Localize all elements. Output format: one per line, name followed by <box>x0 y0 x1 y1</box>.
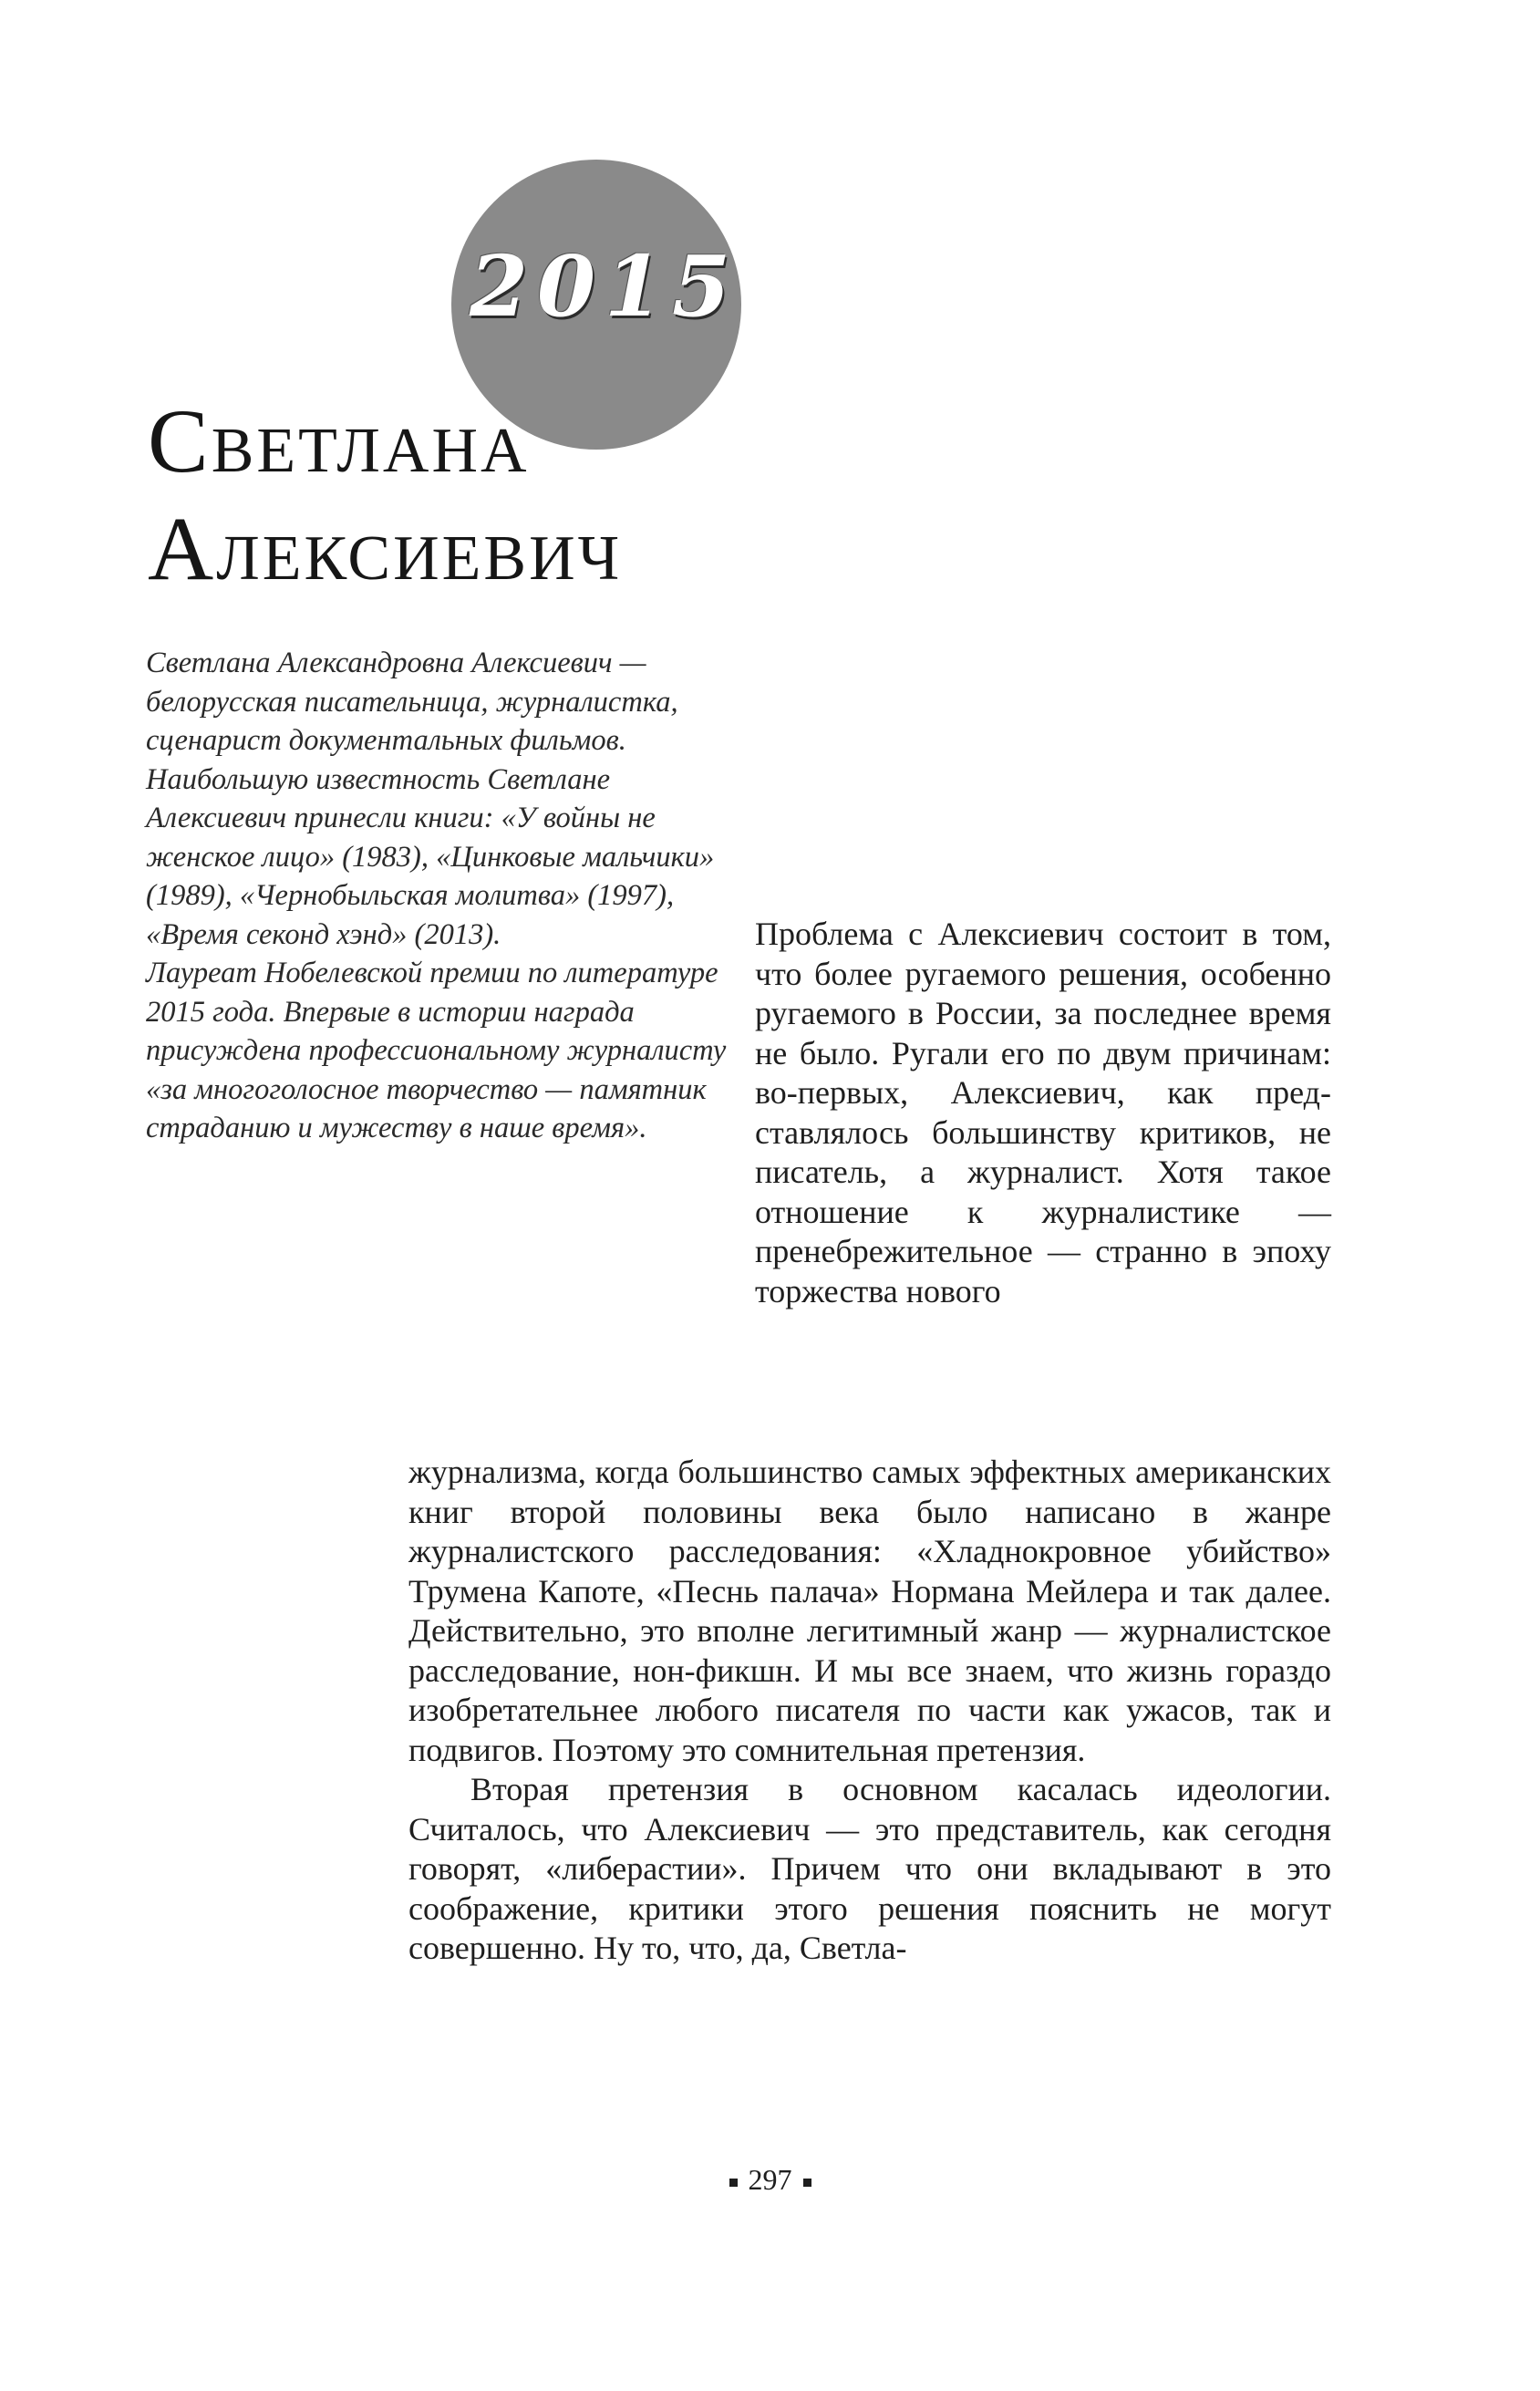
author-bio <box>146 644 739 1148</box>
article-body <box>408 1453 1331 1969</box>
chapter-year: 2015 <box>470 237 740 336</box>
bio-paragraph: Светлана Александровна Алексиевич — белорусская писательница, журналистка, сценарист документальных фильмов. Наибольшую известность Светлане Алексиевич принесли книги: «У войны не женское лицо» (1983), «Цинковые мальчики» (1989), «Чернобыльская молитва» (1997), «Время секонд хэнд» (2013). <box>146 647 715 951</box>
author-first-name: Светлана <box>148 390 530 492</box>
author-name-heading <box>148 388 622 603</box>
article-paragraph: Вторая претензия в основном касалась идеологии. Считалось, что Алексиевич — это представитель, как сегодня говорят, «либерастии». Причем что они вкладывают в это соображение, критики этого решения пояснить не могут совершенно. Ну то, что, да, Светла- <box>408 1771 1331 1966</box>
article-paragraph: журнализма, когда большинство самых эффектных американских книг второй половины века было написано в жанре журналистского расследования: «Хладнокровное убийство» Трумена Капоте, «Песнь палача» Нормана Мейлера и так далее. Действительно, это вполне легитимный жанр — журналистское расследование, нон-фикшн. И мы все знаем, что жизнь гораздо изобретательнее любого писателя по части как ужасов, так и подвигов. Поэтому это сомнительная претензия. <box>408 1454 1331 1768</box>
page-footer <box>0 2163 1540 2197</box>
page-number: 297 <box>748 2163 792 2196</box>
bullet-square-icon <box>803 2179 811 2187</box>
bullet-square-icon <box>729 2179 738 2187</box>
article-intro-text: Проблема с Алексиевич состоит в том, что более ругаемого решения, особенно ругаемого в России, за последнее время не было. Ругали его по двум причинам: во-первых, Алексиевич, как представлялось большинству критиков, не писатель, а журналист. Хотя такое отношение к журналистике — пренебрежительное — странно в эпоху торжества нового <box>755 916 1331 1309</box>
author-last-name: Алексиевич <box>148 498 623 599</box>
bio-paragraph: Лауреат Нобелевской премии по литературе 2015 года. Впервые в истории награда присуждена профессиональному журналисту «за многоголосное творчество — памятник страданию и мужеству в наше время». <box>146 957 727 1144</box>
